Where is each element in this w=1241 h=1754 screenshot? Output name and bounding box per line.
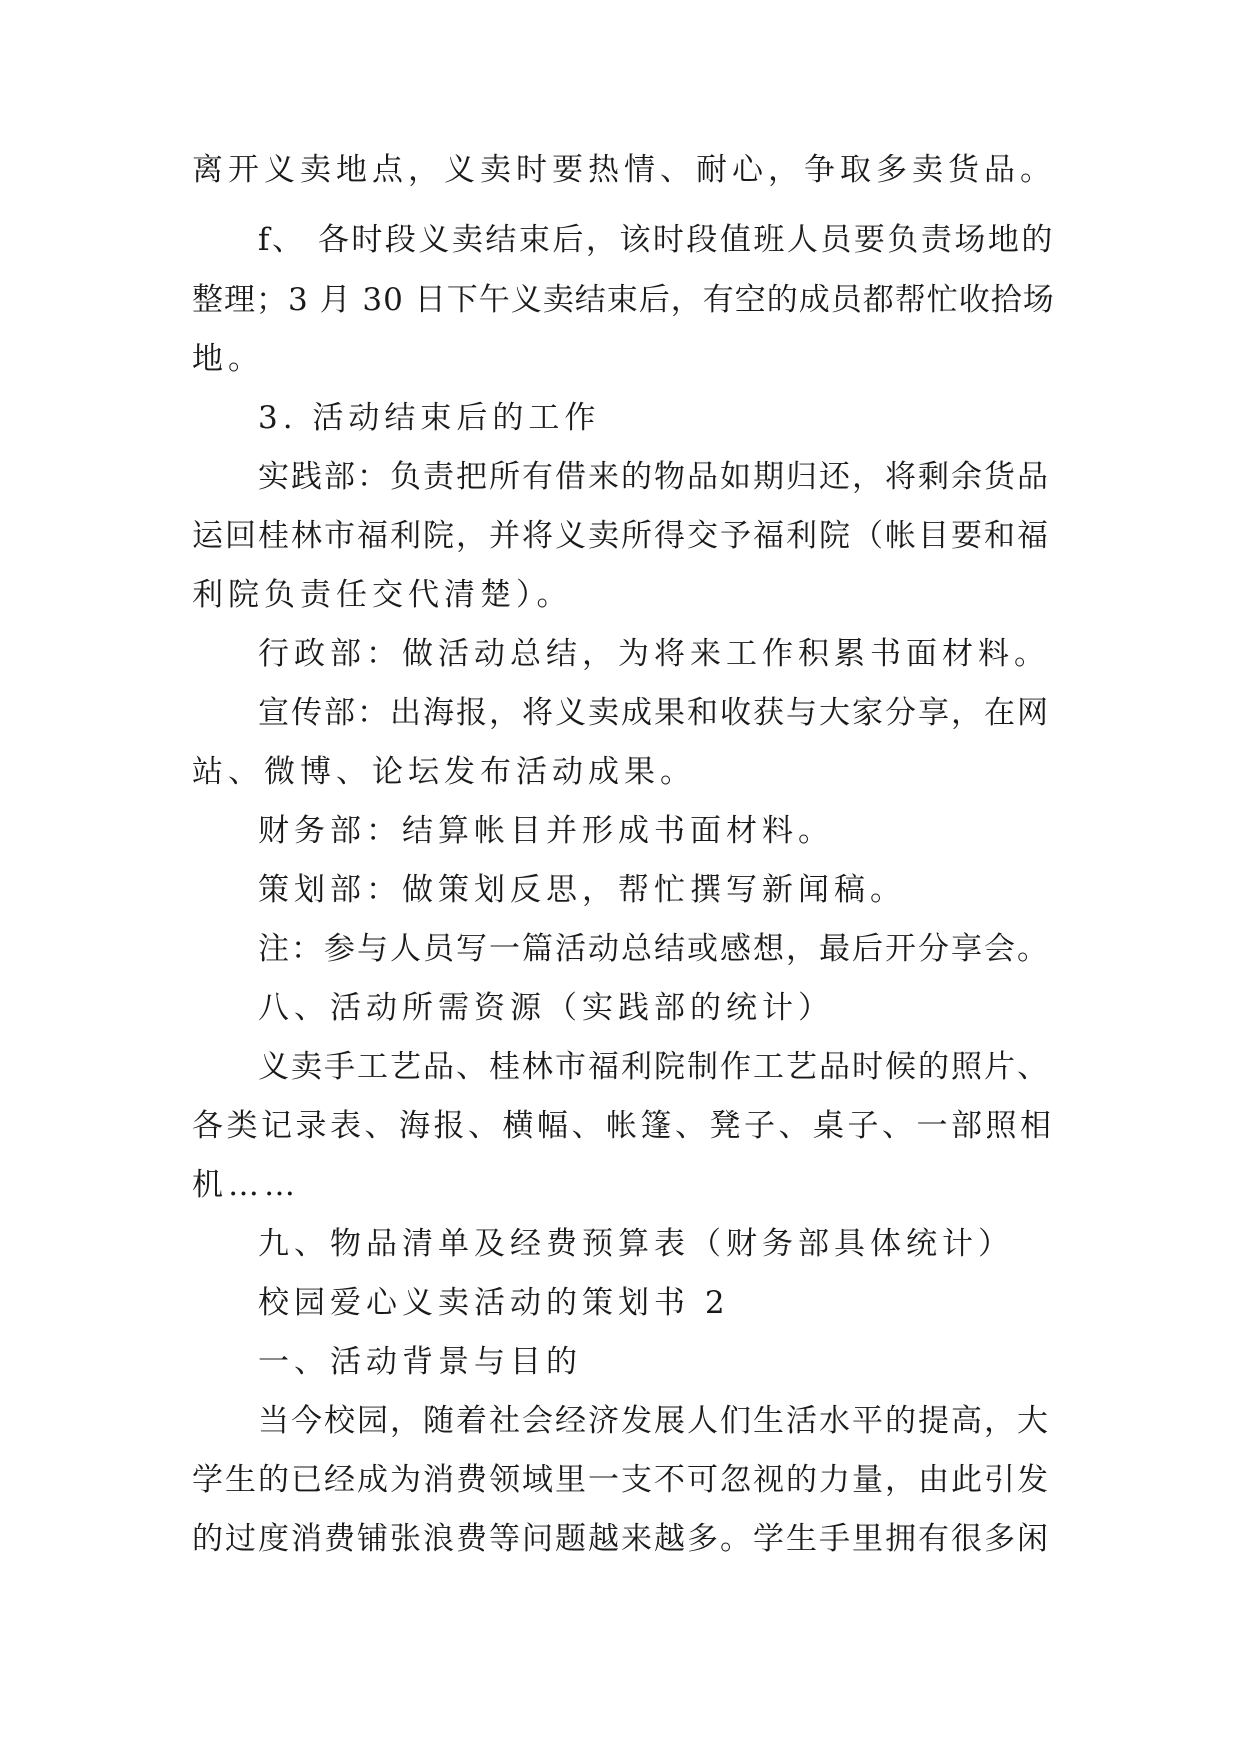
text-line: 宣传部：出海报，将义卖成果和收获与大家分享，在网 <box>258 695 1050 731</box>
text-line: 利院负责任交代清楚）。 <box>192 577 573 613</box>
text-line: 实践部：负责把所有借来的物品如期归还，将剩余货品 <box>258 459 1050 495</box>
text-line: 离开义卖地点，义卖时要热情、耐心，争取多卖货品。 <box>192 152 1056 188</box>
text-line: 行政部：做活动总结，为将来工作积累书面材料。 <box>258 636 1050 672</box>
text-line: 义卖手工艺品、桂林市福利院制作工艺品时候的照片、 <box>258 1049 1050 1085</box>
section-heading: 八、活动所需资源（实践部的统计） <box>258 990 834 1026</box>
section-heading: 九、物品清单及经费预算表（财务部具体统计） <box>258 1226 1014 1262</box>
text-line: 地。 <box>192 341 264 377</box>
note-line: 注：参与人员写一篇活动总结或感想，最后开分享会。 <box>258 931 1050 967</box>
section-heading: 3. 活动结束后的工作 <box>258 400 601 436</box>
text-line: 机…… <box>192 1167 300 1203</box>
document-title: 校园爱心义卖活动的策划书 2 <box>258 1285 730 1321</box>
text-line: 站、微博、论坛发布活动成果。 <box>192 754 696 790</box>
text-line: 策划部：做策划反思，帮忙撰写新闻稿。 <box>258 872 906 908</box>
section-heading: 一、活动背景与目的 <box>258 1344 582 1380</box>
text-line: 当今校园，随着社会经济发展人们生活水平的提高，大 <box>258 1403 1050 1439</box>
text-line: f、 各时段义卖结束后，该时段值班人员要负责场地的 <box>258 222 1055 258</box>
text-line: 运回桂林市福利院，并将义卖所得交予福利院（帐目要和福 <box>192 518 1050 554</box>
text-line: 整理；3 月 30 日下午义卖结束后，有空的成员都帮忙收拾场 <box>192 282 1055 318</box>
text-line: 学生的已经成为消费领域里一支不可忽视的力量，由此引发 <box>192 1462 1050 1498</box>
text-line: 财务部：结算帐目并形成书面材料。 <box>258 813 834 849</box>
text-line: 的过度消费铺张浪费等问题越来越多。学生手里拥有很多闲 <box>192 1521 1050 1557</box>
text-line: 各类记录表、海报、横幅、帐篷、凳子、桌子、一部照相 <box>192 1108 1055 1144</box>
